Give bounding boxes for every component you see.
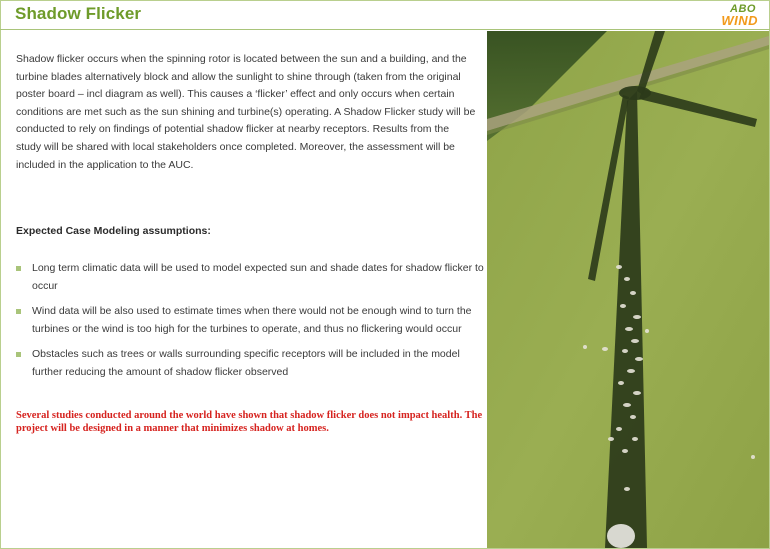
abo-wind-logo (712, 3, 762, 29)
bullet-text: Wind data will be also used to estimate times when there would not be enough wind to turn the turbines or the wind is too high for the turbines to operate, and thus no flickering would occur (32, 305, 472, 335)
bullet-square-icon (16, 266, 21, 271)
text-column (16, 51, 484, 434)
logo-abo-text: ABO (730, 3, 756, 15)
bullet-text: Long term climatic data will be used to model expected sun and shade dates for shadow flicker to occur (32, 262, 484, 292)
page-title: Shadow Flicker (15, 4, 142, 23)
list-item (16, 260, 486, 295)
bullet-square-icon (16, 352, 21, 357)
header-bar (0, 0, 770, 30)
bullet-square-icon (16, 309, 21, 314)
assumptions-list (16, 260, 486, 390)
assumptions-heading: Expected Case Modeling assumptions: (16, 225, 211, 237)
turbine-shadow-photo (487, 31, 769, 548)
intro-paragraph: Shadow flicker occurs when the spinning rotor is located between the sun and a building, and the turbine blades alternatively block and allow the sunlight to shine through (taken from the original poster board – incl diagram as well). This causes a ‘flicker’ effect and only occurs when certain conditions are met such as the sun shining and turbine(s) operating. A Shadow Flicker study will be conducted to rely on findings of potential shadow flicker at nearby receptors. Results from the study will be shared with local stakeholders once completed. Moreover, the assessment will be included in the application to the AUC. (16, 53, 476, 171)
tower-base (607, 524, 635, 548)
health-note: Several studies conducted around the world have shown that shadow flicker does not impact health. The project will be designed in a manner that minimizes shadow at homes. (16, 410, 483, 434)
aerial-photo-illustration (487, 31, 769, 548)
logo-wind-text: WIND (721, 13, 758, 28)
bullet-text: Obstacles such as trees or walls surrounding specific receptors will be included in the model further reducing the amount of shadow flicker observed (32, 348, 460, 378)
list-item (16, 346, 486, 381)
list-item (16, 303, 486, 338)
